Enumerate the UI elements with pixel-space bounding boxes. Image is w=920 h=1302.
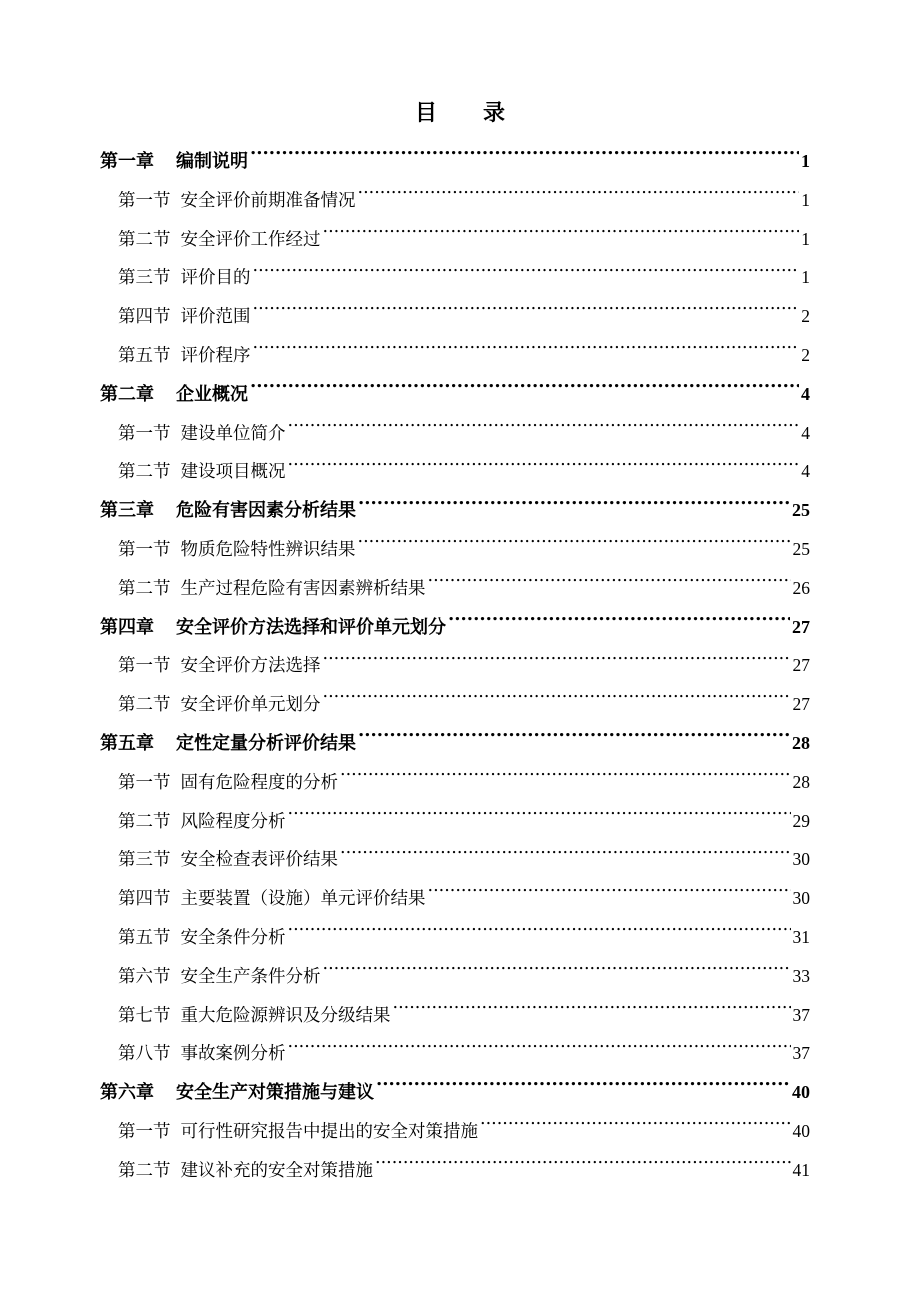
toc-chapter-entry[interactable] [100, 491, 810, 530]
toc-chapter-entry[interactable] [100, 375, 810, 414]
toc-entry-title: 风险程度分析 [180, 811, 286, 832]
toc-dot-leader [375, 1158, 791, 1176]
toc-entry-title: 定性定量分析评价结果 [176, 732, 356, 754]
toc-page-number: 41 [792, 1159, 810, 1180]
toc-entry-number: 第一节 [118, 772, 171, 793]
toc-dot-leader [288, 460, 800, 478]
toc-section-entry[interactable] [100, 297, 810, 336]
toc-section-entry[interactable] [100, 258, 810, 297]
toc-entry-title: 事故案例分析 [180, 1044, 286, 1065]
toc-entry-title: 评价范围 [180, 307, 251, 328]
toc-entry-label [118, 958, 321, 997]
toc-section-entry[interactable] [100, 452, 810, 491]
toc-entry-title: 企业概况 [176, 383, 248, 405]
toc-entry-number: 第五节 [118, 927, 171, 948]
toc-section-entry[interactable] [100, 336, 810, 375]
toc-page-number: 37 [792, 1043, 810, 1064]
toc-section-entry[interactable] [100, 918, 810, 957]
toc-entry-number: 第四节 [118, 889, 171, 910]
toc-entry-title: 评价目的 [180, 268, 251, 289]
toc-entry-title: 建设单位简介 [180, 423, 286, 444]
toc-entry-number: 第四节 [118, 307, 171, 328]
toc-entry-number: 第一节 [118, 423, 171, 444]
toc-section-entry[interactable] [100, 879, 810, 918]
toc-entry-number: 第一节 [118, 539, 171, 560]
toc-title-right: 录 [483, 100, 506, 126]
toc-entry-label [118, 997, 391, 1036]
toc-entry-number: 第五章 [100, 732, 154, 754]
toc-section-entry[interactable] [100, 763, 810, 802]
toc-entry-title: 安全评价工作经过 [180, 229, 321, 250]
toc-page-number: 30 [792, 849, 810, 870]
toc-entry-label [118, 841, 338, 880]
toc-entry-label [118, 880, 426, 919]
toc-page-number: 31 [792, 926, 810, 947]
toc-entry-title: 安全评价方法选择和评价单元划分 [176, 616, 446, 638]
toc-dot-leader [358, 498, 790, 516]
toc-entry-label [118, 1152, 373, 1191]
toc-entry-number: 第五节 [118, 345, 171, 366]
toc-entry-number: 第二节 [118, 1160, 171, 1181]
toc-section-entry[interactable] [100, 569, 810, 608]
toc-entry-label [100, 492, 356, 531]
toc-dot-leader [288, 925, 791, 943]
toc-dot-leader [428, 576, 791, 594]
toc-section-entry[interactable] [100, 414, 810, 453]
toc-entry-number: 第二章 [100, 383, 154, 405]
toc-dot-leader [393, 1003, 791, 1021]
toc-page-number: 40 [792, 1120, 810, 1141]
toc-page-number: 1 [801, 151, 810, 171]
toc-dot-leader [323, 964, 791, 982]
toc-entry-title: 安全检查表评价结果 [180, 850, 338, 871]
toc-dot-leader [253, 305, 800, 323]
toc-dot-leader [288, 809, 791, 827]
toc-dot-leader [358, 188, 800, 206]
toc-entry-label [118, 531, 356, 570]
toc-dot-leader [253, 343, 800, 361]
toc-dot-leader [480, 1119, 791, 1137]
toc-dot-leader [340, 770, 791, 788]
toc-page-number: 26 [792, 577, 810, 598]
toc-entry-title: 安全生产条件分析 [180, 966, 321, 987]
toc-entry-title: 主要装置（设施）单元评价结果 [180, 889, 426, 910]
toc-section-entry[interactable] [100, 802, 810, 841]
toc-section-entry[interactable] [100, 996, 810, 1035]
toc-entry-label [118, 919, 286, 958]
toc-entry-label [118, 259, 251, 298]
toc-entry-number: 第二节 [118, 229, 171, 250]
toc-entry-title: 建议补充的安全对策措施 [180, 1160, 373, 1181]
toc-entry-label [100, 143, 248, 182]
toc-page-number: 1 [801, 267, 810, 288]
toc-entry-number: 第二节 [118, 462, 171, 483]
toc-page-number: 27 [792, 655, 810, 676]
toc-entry-label [118, 337, 251, 376]
toc-page-number: 4 [801, 461, 810, 482]
toc-entry-label [118, 453, 286, 492]
toc-section-entry[interactable] [100, 1034, 810, 1073]
toc-page-number: 28 [792, 771, 810, 792]
toc-entry-number: 第三节 [118, 268, 171, 289]
toc-dot-leader [428, 887, 791, 905]
toc-entry-title: 安全条件分析 [180, 927, 286, 948]
toc-entry-label [118, 1113, 478, 1152]
toc-entry-number: 第八节 [118, 1044, 171, 1065]
toc-section-entry[interactable] [100, 646, 810, 685]
toc-list [100, 142, 810, 1190]
toc-entry-title: 评价程序 [180, 345, 251, 366]
toc-section-entry[interactable] [100, 220, 810, 259]
toc-page-number: 1 [801, 228, 810, 249]
toc-page-number: 4 [801, 383, 810, 404]
toc-entry-number: 第四章 [100, 616, 154, 638]
toc-entry-number: 第二节 [118, 811, 171, 832]
toc-page-number: 25 [792, 500, 810, 521]
toc-entry-title: 安全评价前期准备情况 [180, 190, 356, 211]
toc-chapter-entry[interactable] [100, 1073, 810, 1112]
toc-page-number: 2 [801, 306, 810, 327]
toc-page-number: 2 [801, 344, 810, 365]
toc-page-number: 33 [792, 965, 810, 986]
toc-entry-number: 第二节 [118, 578, 171, 599]
toc-dot-leader [323, 227, 800, 245]
toc-dot-leader [288, 421, 800, 439]
toc-entry-number: 第一章 [100, 151, 154, 172]
toc-dot-leader [358, 731, 790, 749]
toc-entry-number: 第三章 [100, 500, 154, 522]
toc-page-number: 1 [801, 189, 810, 210]
toc-entry-title: 安全评价方法选择 [180, 656, 321, 677]
toc-title-left: 目 [414, 100, 437, 126]
toc-entry-label [118, 647, 321, 686]
toc-entry-title: 固有危险程度的分析 [180, 772, 338, 793]
toc-entry-title: 物质危险特性辨识结果 [180, 539, 356, 560]
toc-section-entry[interactable] [100, 1151, 810, 1190]
toc-entry-number: 第三节 [118, 850, 171, 871]
toc-entry-title: 生产过程危险有害因素辨析结果 [180, 578, 426, 599]
toc-section-entry[interactable] [100, 685, 810, 724]
toc-page-number: 27 [792, 616, 810, 637]
toc-entry-title: 建设项目概况 [180, 462, 286, 483]
toc-page-number: 29 [792, 810, 810, 831]
toc-entry-number: 第二节 [118, 695, 171, 716]
toc-entry-title: 编制说明 [176, 151, 248, 172]
toc-entry-number: 第七节 [118, 1005, 171, 1026]
toc-chapter-entry[interactable] [100, 724, 810, 763]
toc-page-number: 40 [792, 1082, 810, 1103]
toc-dot-leader [288, 1042, 791, 1060]
toc-dot-leader [253, 266, 800, 284]
toc-entry-title: 安全生产对策措施与建议 [176, 1082, 374, 1104]
toc-entry-label [118, 1035, 286, 1074]
toc-entry-label [100, 376, 248, 415]
toc-dot-leader [323, 654, 791, 672]
toc-chapter-entry[interactable] [100, 608, 810, 647]
toc-entry-title: 重大危险源辨识及分级结果 [180, 1005, 391, 1026]
toc-section-entry[interactable] [100, 181, 810, 220]
toc-entry-label [100, 609, 446, 648]
toc-entry-label [100, 725, 356, 764]
toc-section-entry[interactable] [100, 530, 810, 569]
toc-dot-leader [340, 848, 791, 866]
toc-entry-number: 第一节 [118, 190, 171, 211]
toc-entry-number: 第一节 [118, 1121, 171, 1142]
toc-entry-title: 安全评价单元划分 [180, 695, 321, 716]
toc-entry-label [118, 298, 251, 337]
toc-entry-number: 第一节 [118, 656, 171, 677]
toc-dot-leader [376, 1080, 790, 1098]
toc-entry-label [118, 182, 356, 221]
toc-page-number: 4 [801, 422, 810, 443]
toc-page-number: 28 [792, 732, 810, 753]
toc-dot-leader [448, 615, 790, 633]
toc-entry-number: 第六节 [118, 966, 171, 987]
toc-dot-leader [250, 149, 799, 167]
toc-page-number: 37 [792, 1004, 810, 1025]
toc-entry-label [118, 221, 321, 260]
toc-entry-label [118, 803, 286, 842]
toc-entry-label [118, 686, 321, 725]
toc-entry-label [118, 764, 338, 803]
toc-dot-leader [250, 382, 799, 400]
toc-section-entry[interactable] [100, 1112, 810, 1151]
toc-dot-leader [358, 537, 791, 555]
toc-entry-label [118, 570, 426, 609]
toc-entry-label [100, 1074, 374, 1113]
toc-section-entry[interactable] [100, 840, 810, 879]
toc-page-number: 25 [792, 538, 810, 559]
toc-page-number: 27 [792, 694, 810, 715]
toc-dot-leader [323, 693, 791, 711]
toc-section-entry[interactable] [100, 957, 810, 996]
toc-entry-label [118, 415, 286, 454]
toc-entry-number: 第六章 [100, 1082, 154, 1104]
toc-chapter-entry[interactable] [100, 142, 810, 181]
toc-title [0, 96, 920, 127]
toc-entry-title: 危险有害因素分析结果 [176, 500, 356, 522]
toc-page-number: 30 [792, 888, 810, 909]
toc-entry-title: 可行性研究报告中提出的安全对策措施 [180, 1121, 478, 1142]
